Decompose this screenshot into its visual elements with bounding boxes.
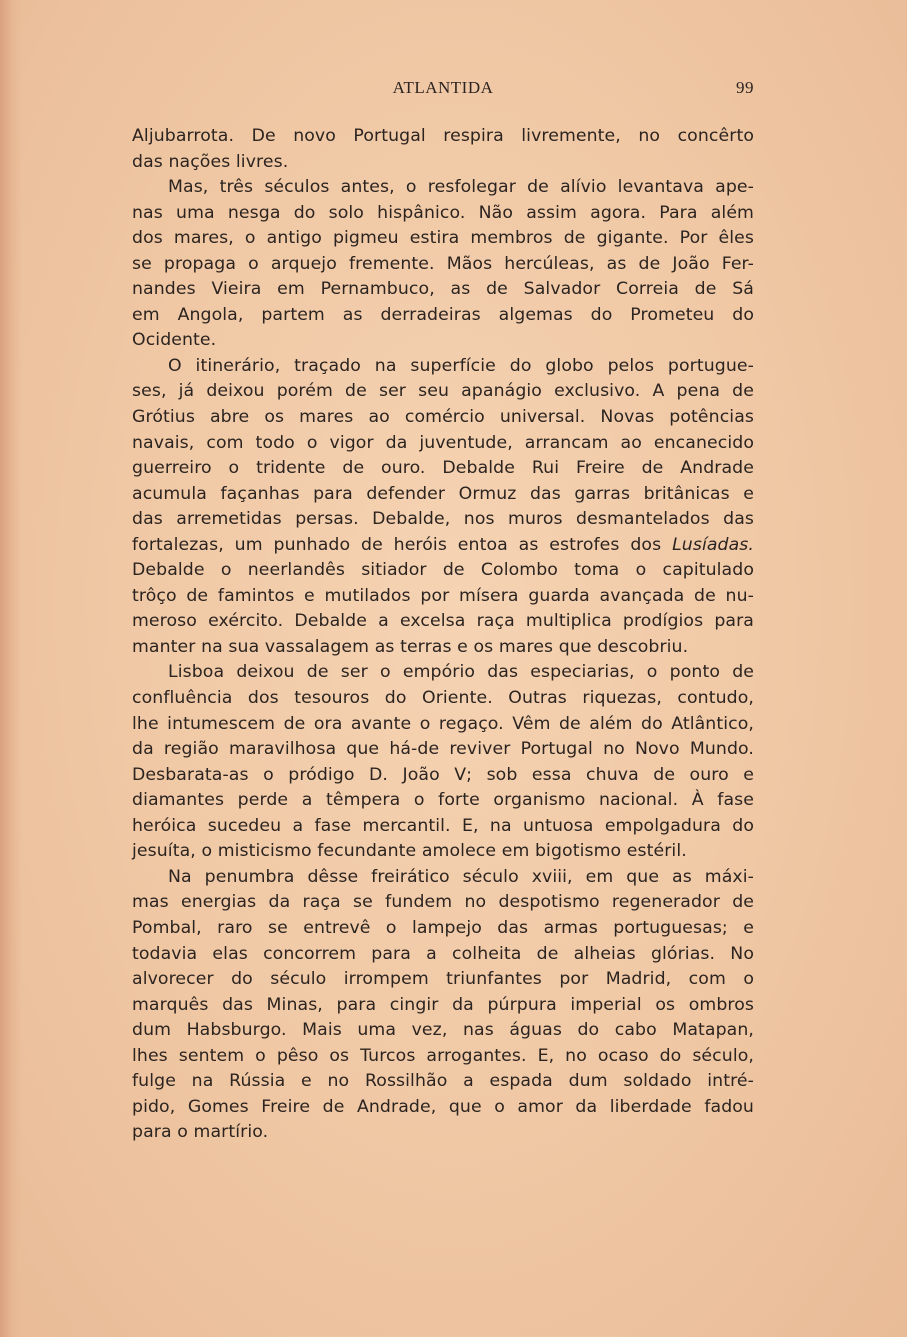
text-line: manter na sua vassalagem as terras e os mares que descobriu. xyxy=(132,636,689,657)
text-line: se propaga o arquejo fremente. Mãos hercúleas, as de João Fer- xyxy=(132,253,754,274)
text-line: das arremetidas persas. Debalde, nos muros desmantelados das xyxy=(132,509,754,530)
text-line: meroso exército. Debalde a excelsa raça multiplica prodígios para xyxy=(132,611,754,632)
text-line: Pombal, raro se entrevê o lampejo das armas portuguesas; e xyxy=(132,917,754,938)
text-line: confluência dos tesouros do Oriente. Outras riquezas, contudo, xyxy=(132,688,754,709)
text-line: Desbarata-as o pródigo D. João V; sob essa chuva de ouro e xyxy=(132,764,754,785)
page-number: 99 xyxy=(736,78,754,97)
body-text xyxy=(132,124,754,1146)
text-line: todavia elas concorrem para a colheita de alheias glórias. No xyxy=(132,943,754,964)
italic-book-title: Lusíadas. xyxy=(672,534,754,555)
page-spine-shadow xyxy=(0,0,22,1337)
text-line: alvorecer do século irrompem triunfantes por Madrid, com o xyxy=(132,969,754,990)
text-segment: fortalezas, um punhado de heróis entoa as estrofes dos xyxy=(132,534,673,555)
text-line: das nações livres. xyxy=(132,151,289,172)
text-line: ses, já deixou porém de ser seu apanágio exclusivo. A pena de xyxy=(132,381,754,402)
text-line: Grótius abre os mares ao comércio universal. Novas potências xyxy=(132,407,754,428)
text-line: O itinerário, traçado na superfície do globo pelos portugue- xyxy=(168,355,754,376)
text-line: diamantes perde a têmpera o forte organismo nacional. À fase xyxy=(132,790,754,811)
text-line: guerreiro o tridente de ouro. Debalde Rui Freire de Andrade xyxy=(132,458,754,479)
text-line: da região maravilhosa que há-de reviver Portugal no Novo Mundo. xyxy=(132,739,754,760)
text-line xyxy=(132,533,754,559)
text-line: dos mares, o antigo pigmeu estira membros de gigante. Por êles xyxy=(132,228,754,249)
text-line: Mas, três séculos antes, o resfolegar de alívio levantava ape- xyxy=(168,177,754,198)
text-line: fulge na Rússia e no Rossilhão a espada dum soldado intré- xyxy=(132,1071,754,1092)
text-line: heróica sucedeu a fase mercantil. E, na untuosa empolgadura do xyxy=(132,815,754,836)
text-line: navais, com todo o vigor da juventude, arrancam ao encanecido xyxy=(132,432,754,453)
running-title: ATLANTIDA xyxy=(392,78,494,97)
text-line: Aljubarrota. De novo Portugal respira livremente, no concêrto xyxy=(132,126,754,146)
text-line: acumula façanhas para defender Ormuz das garras britânicas e xyxy=(132,483,754,504)
text-line: marquês das Minas, para cingir da púrpura imperial os ombros xyxy=(132,994,754,1015)
text-line: pido, Gomes Freire de Andrade, que o amor da liberdade fadou xyxy=(132,1096,754,1117)
text-line: para o martírio. xyxy=(132,1122,269,1143)
text-line: dum Habsburgo. Mais uma vez, nas águas do cabo Matapan, xyxy=(132,1020,754,1041)
text-line: Ocidente. xyxy=(132,330,217,351)
text-line: jesuíta, o misticismo fecundante amolece em bigotismo estéril. xyxy=(132,841,687,862)
text-line: Na penumbra dêsse freirático século xviii, em que as máxi- xyxy=(168,866,754,887)
text-line: mas energias da raça se fundem no despotismo regenerador de xyxy=(132,892,754,913)
text-line: trôço de famintos e mutilados por mísera guarda avançada de nu- xyxy=(132,585,754,606)
text-line: nandes Vieira em Pernambuco, as de Salvador Correia de Sá xyxy=(132,279,754,300)
text-line: nas uma nesga do solo hispânico. Não assim agora. Para além xyxy=(132,202,754,223)
text-line: lhe intumescem de ora avante o regaço. Vêm de além do Atlântico, xyxy=(132,713,754,734)
text-line: Debalde o neerlandês sitiador de Colombo toma o capitulado xyxy=(132,560,754,581)
text-line: lhes sentem o pêso os Turcos arrogantes. E, no ocaso do século, xyxy=(132,1045,754,1066)
text-line: em Angola, partem as derradeiras algemas do Prometeu do xyxy=(132,304,754,325)
page-header xyxy=(132,78,754,104)
text-line: Lisboa deixou de ser o empório das especiarias, o ponto de xyxy=(168,662,754,683)
